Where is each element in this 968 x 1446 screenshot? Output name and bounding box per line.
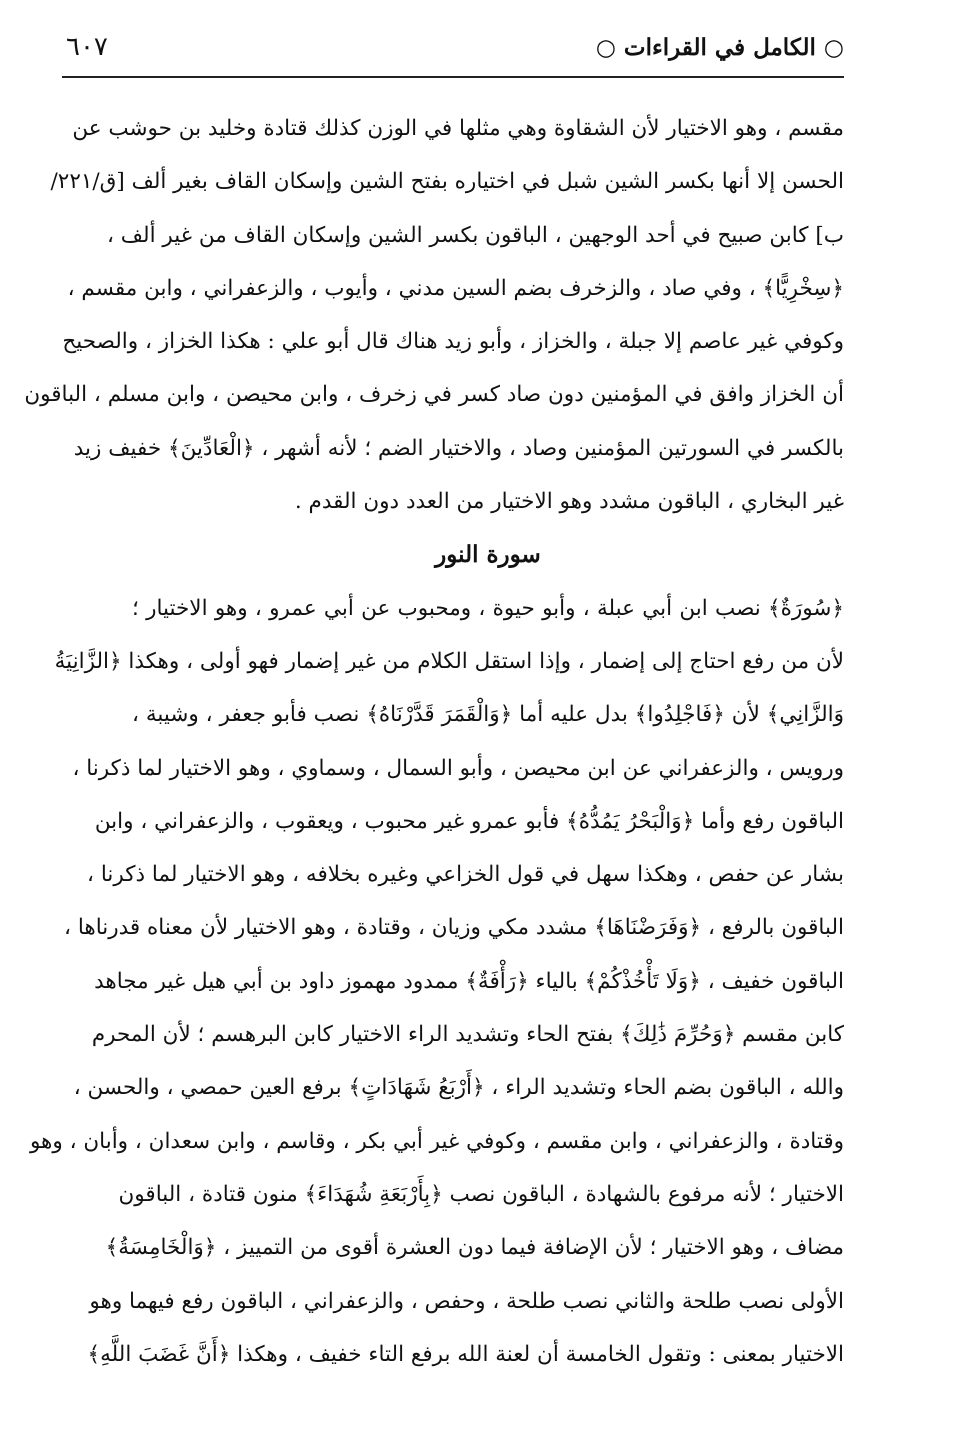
text-line: مضاف ، وهو الاختيار ؛ لأن الإضافة فيما دون العشرة أقوى من التمييز ، ﴿وَالْخَامِسَةُ﴾ <box>105 1235 844 1261</box>
text-line: ﴿سُورَةٌ﴾ نصب ابن أبي عبلة ، وأبو حيوة ، ومحبوب عن أبي عمرو ، وهو الاختيار ؛ <box>132 595 844 621</box>
text-line: بالكسر في السورتين المؤمنين وصاد ، والاختيار الضم ؛ لأنه أشهر ، ﴿الْعَادِّينَ﴾ خفيف زيد <box>73 435 844 461</box>
text-line: ﴿سِخْرِيًّا﴾ ، وفي صاد ، والزخرف بضم السين مدني ، وأيوب ، والزعفراني ، وابن مقسم ، <box>67 275 844 301</box>
text-line: وكوفي غير عاصم إلا جبلة ، والخزاز ، وأبو زيد هناك قال أبو علي : هكذا الخزاز ، والصحيح <box>62 329 844 355</box>
running-title: ○ الكامل في القراءات ○ <box>595 34 844 61</box>
text-line: لأن من رفع احتاج إلى إضمار ، وإذا استقل الكلام من غير إضمار فهو أولى ، وهكذا ﴿الزَّانِيَةُ <box>54 648 844 674</box>
paragraph <box>29 582 844 1381</box>
section-heading: سورة النور <box>435 541 541 569</box>
text-line: غير البخاري ، الباقون مشدد وهو الاختيار من العدد دون القدم . <box>294 489 844 515</box>
text-line: الباقون رفع وأما ﴿وَالْبَحْرُ يَمُدُّهُ﴾ فأبو عمرو غير محبوب ، ويعقوب ، والزعفراني ، وابن <box>94 808 844 834</box>
text-line: الباقون خفيف ، ﴿وَلَا تَأْخُذْكُمْ﴾ بالياء ﴿رَأْفَةٌ﴾ ممدود مهموز داود بن أبي هيل غير مجاهد <box>94 968 844 994</box>
text-line: ب] كابن صبيح في أحد الوجهين ، الباقون بكسر الشين وإسكان القاف من غير ألف ، <box>107 222 844 248</box>
text-line: ورويس ، والزعفراني عن ابن محيصن ، وأبو السمال ، وسماوي ، وهو الاختيار لما ذكرنا ، <box>72 755 844 781</box>
text-line: الأولى نصب طلحة والثاني نصب طلحة ، وحفص ، والزعفراني ، الباقون رفع فيهما وهو <box>89 1288 844 1314</box>
text-line: مقسم ، وهو الاختيار لأن الشقاوة وهي مثلها في الوزن كذلك قتادة وخليد بن حوشب عن <box>72 116 844 141</box>
page-body <box>24 102 844 1381</box>
page-header <box>62 30 844 78</box>
text-line: الاختيار ؛ لأنه مرفوع بالشهادة ، الباقون نصب ﴿بِأَرْبَعَةِ شُهَدَاءَ﴾ منون قتادة ، الباقون <box>118 1181 844 1207</box>
text-line: أن الخزاز وافق في المؤمنين دون صاد كسر في زخرف ، وابن محيصن ، وابن مسلم ، الباقون <box>24 382 844 408</box>
text-line: الباقون بالرفع ، ﴿وَفَرَضْنَاهَا﴾ مشدد مكي وزيان ، وقتادة ، وهو الاختيار لأن معناه قدرناها ، <box>64 915 844 941</box>
text-line: الحسن إلا أنها بكسر الشين شبل في اختياره بفتح الشين وإسكان القاف بغير ألف [ق/٢٢١/ <box>50 169 844 195</box>
text-line: وقتادة ، والزعفراني ، وابن مقسم ، وكوفي غير أبي بكر ، وقاسم ، وابن سعدان ، وأبان ، وهو <box>29 1128 844 1154</box>
text-line: كابن مقسم ﴿وَحُرِّمَ ذَٰلِكَ﴾ بفتح الحاء وتشديد الراء الاختيار كابن البرهسم ؛ لأن المحرم <box>91 1022 844 1048</box>
text-line: والله ، الباقون بضم الحاء وتشديد الراء ، ﴿أَرْبَعُ شَهَادَاتٍ﴾ برفع العين حمصي ، والحسن ، <box>73 1075 844 1101</box>
text-line: بشار عن حفص ، وهكذا سهل في قول الخزاعي وغيره بخلافه ، وهو الاختيار لما ذكرنا ، <box>87 862 844 888</box>
text-line: الاختيار بمعنى : وتقول الخامسة أن لعنة الله برفع التاء خفيف ، وهكذا ﴿أَنَّ غَضَبَ اللَّهِ﴾ <box>87 1341 844 1367</box>
paragraph <box>24 102 844 528</box>
page-number: ٦٠٧ <box>66 32 108 62</box>
text-line: وَالزَّانِي﴾ لأن ﴿فَاجْلِدُوا﴾ بدل عليه أما ﴿وَالْقَمَرَ قَدَّرْنَاهُ﴾ نصب فأبو جعفر ، وشيبة ، <box>132 702 844 728</box>
